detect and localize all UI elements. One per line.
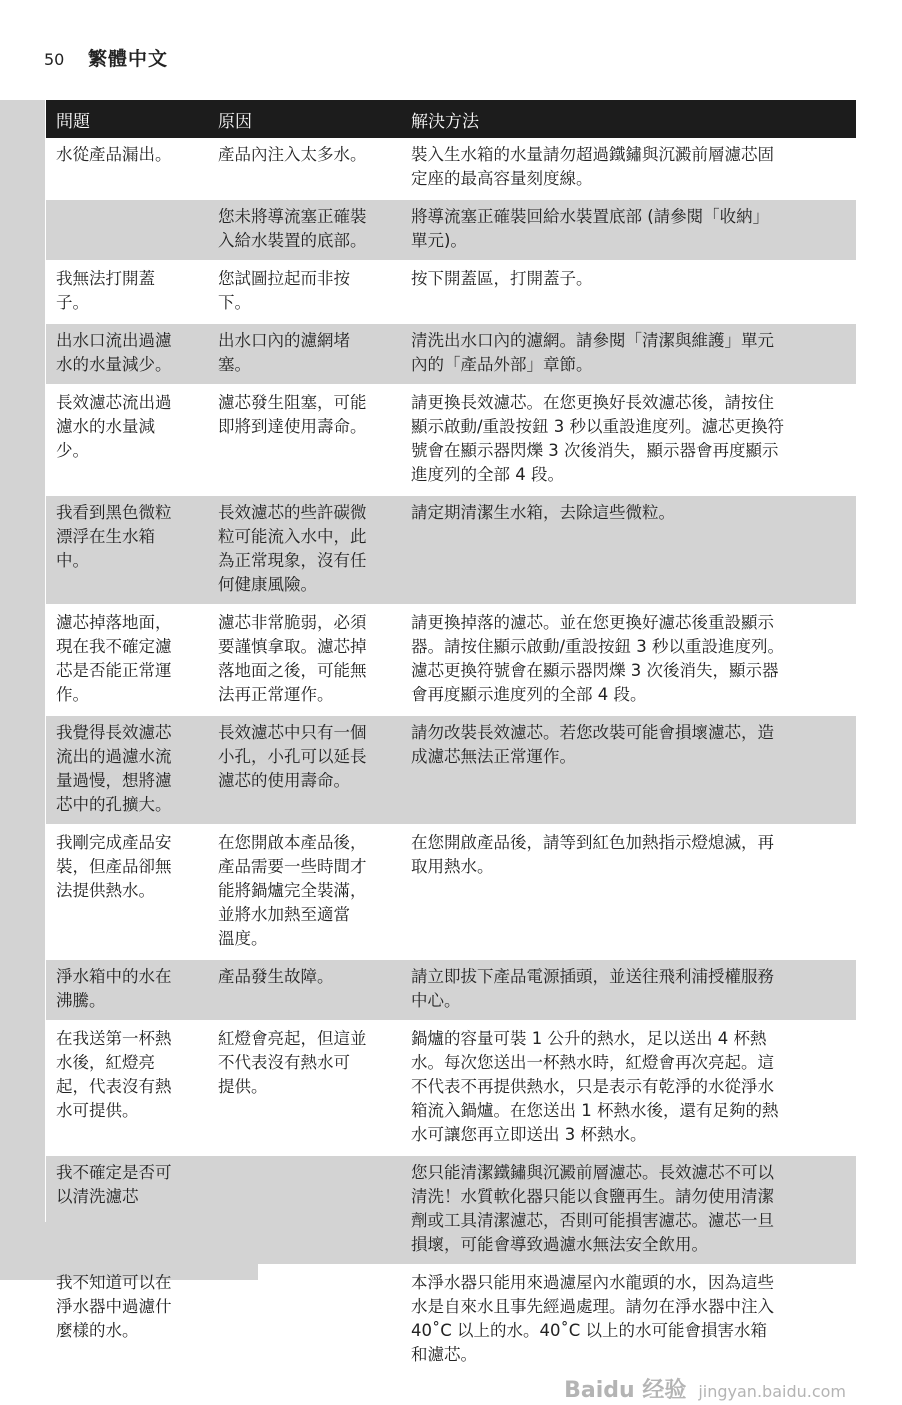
page-number: 50 bbox=[44, 50, 65, 69]
cell-cause: 長效濾芯的些許碳微 粒可能流入水中，此 為正常現象，沒有任 何健康風險。 bbox=[218, 503, 367, 594]
cell-solution: 您只能清潔鐵鏽與沉澱前層濾芯。長效濾芯不可以 清洗！水質軟化器只能以食鹽再生。請勿使用清潔 劑或工具清潔濾芯，否則可能損害濾芯。濾芯一旦 損壞，可能會導致過濾水無法安全飲用。 bbox=[411, 1163, 774, 1254]
table-row bbox=[46, 716, 856, 824]
table-body bbox=[46, 138, 856, 1374]
table-row bbox=[46, 200, 856, 260]
table-row bbox=[46, 324, 856, 384]
cell-problem: 出水口流出過濾 水的水量減少。 bbox=[56, 331, 172, 374]
cell-cause: 產品發生故障。 bbox=[218, 967, 334, 986]
cell-cause: 在您開啟本產品後， 產品需要一些時間才 能將鍋爐完全裝滿， 並將水加熱至適當 溫度。 bbox=[218, 833, 367, 948]
cell-solution: 請立即拔下產品電源插頭，並送往飛利浦授權服務 中心。 bbox=[411, 967, 774, 1010]
header-solution: 解決方法 bbox=[411, 111, 479, 132]
cell-cause: 紅燈會亮起，但這並 不代表沒有熱水可 提供。 bbox=[218, 1029, 367, 1096]
cell-problem bbox=[46, 205, 208, 253]
cell-problem: 我無法打開蓋 子。 bbox=[56, 269, 155, 312]
cell-problem: 我不知道可以在 淨水器中過濾什 麼樣的水。 bbox=[56, 1273, 172, 1340]
cell-cause bbox=[208, 1161, 401, 1257]
table-header bbox=[46, 100, 856, 138]
cell-solution: 鍋爐的容量可裝 1 公升的熱水，足以送出 4 杯熱 水。每次您送出一杯熱水時，紅燈會再次亮起。這 不代表不再提供熱水，只是表示有乾淨的水從淨水 箱流入鍋爐。在您送出 1 杯熱水後，還有足夠的熱 水可讓您再立即送出 3 杯熱水。 bbox=[411, 1029, 779, 1144]
cell-problem: 濾芯掉落地面， 現在我不確定濾 芯是否能正常運 作。 bbox=[56, 613, 172, 704]
cell-solution: 裝入生水箱的水量請勿超過鐵鏽與沉澱前層濾芯固 定座的最高容量刻度線。 bbox=[411, 145, 774, 188]
cell-cause: 您試圖拉起而非按 下。 bbox=[218, 269, 350, 312]
cell-problem: 長效濾芯流出過 濾水的水量減 少。 bbox=[56, 393, 172, 460]
cell-solution: 在您開啟產品後，請等到紅色加熱指示燈熄滅，再 取用熱水。 bbox=[411, 833, 774, 876]
cell-solution: 將導流塞正確裝回給水裝置底部 (請參閱「收納」 單元)。 bbox=[411, 207, 770, 250]
page-language-heading: 繁體中文 bbox=[88, 48, 169, 70]
cell-problem: 在我送第一杯熱 水後，紅燈亮 起，代表沒有熱 水可提供。 bbox=[56, 1029, 172, 1120]
cell-cause bbox=[208, 1271, 401, 1367]
table-row bbox=[46, 606, 856, 714]
cell-problem: 我覺得長效濾芯 流出的過濾水流 量過慢，想將濾 芯中的孔擴大。 bbox=[56, 723, 172, 814]
table-row bbox=[46, 1156, 856, 1264]
header-problem: 問題 bbox=[56, 111, 90, 132]
cell-problem: 我剛完成產品安 裝，但產品卻無 法提供熱水。 bbox=[56, 833, 172, 900]
cell-solution: 請勿改裝長效濾芯。若您改裝可能會損壞濾芯，造 成濾芯無法正常運作。 bbox=[411, 723, 774, 766]
table-row bbox=[46, 386, 856, 494]
watermark bbox=[46, 1378, 856, 1405]
left-margin-strip bbox=[0, 100, 45, 1280]
cell-solution: 請定期清潔生水箱，去除這些微粒。 bbox=[411, 503, 675, 522]
cell-problem: 我不確定是否可 以清洗濾芯 bbox=[56, 1163, 172, 1206]
watermark-url: jingyan.baidu.com bbox=[698, 1382, 846, 1401]
cell-cause: 濾芯發生阻塞，可能 即將到達使用壽命。 bbox=[218, 393, 367, 436]
cell-cause: 您未將導流塞正確裝 入給水裝置的底部。 bbox=[218, 207, 367, 250]
table-row bbox=[46, 262, 856, 322]
cell-problem: 水從產品漏出。 bbox=[56, 145, 172, 164]
cell-solution: 本淨水器只能用來過濾屋內水龍頭的水，因為這些 水是自來水且事先經過處理。請勿在淨水器中注入 40˚C 以上的水。40˚C 以上的水可能會損害水箱 和濾芯。 bbox=[411, 1273, 774, 1364]
cell-problem: 淨水箱中的水在 沸騰。 bbox=[56, 967, 172, 1010]
cell-cause: 長效濾芯中只有一個 小孔，小孔可以延長 濾芯的使用壽命。 bbox=[218, 723, 367, 790]
cell-cause: 濾芯非常脆弱，必須 要謹慎拿取。濾芯掉 落地面之後，可能無 法再正常運作。 bbox=[218, 613, 367, 704]
cell-cause: 產品內注入太多水。 bbox=[218, 145, 367, 164]
table-row bbox=[46, 138, 856, 198]
table-row bbox=[46, 960, 856, 1020]
table-row bbox=[46, 496, 856, 604]
cell-solution: 按下開蓋區，打開蓋子。 bbox=[411, 269, 593, 288]
watermark-brand: Baidu 经验 bbox=[564, 1378, 687, 1403]
cell-solution: 清洗出水口內的濾網。請參閱「清潔與維護」單元 內的「產品外部」章節。 bbox=[411, 331, 774, 374]
header-cause: 原因 bbox=[218, 111, 252, 132]
table-row bbox=[46, 1022, 856, 1154]
cell-solution: 請更換長效濾芯。在您更換好長效濾芯後，請按住 顯示啟動/重設按鈕 3 秒以重設進度列。濾芯更換符 號會在顯示器閃爍 3 次後消失，顯示器會再度顯示 進度列的全部 4 段。 bbox=[411, 393, 785, 484]
table-row bbox=[46, 1266, 856, 1374]
table-row bbox=[46, 826, 856, 958]
cell-cause: 出水口內的濾網堵 塞。 bbox=[218, 331, 350, 374]
troubleshooting-table bbox=[46, 100, 856, 1405]
cell-solution: 請更換掉落的濾芯。並在您更換好濾芯後重設顯示 器。請按住顯示啟動/重設按鈕 3 秒以重設進度列。 濾芯更換符號會在顯示器閃爍 3 次後消失，顯示器 會再度顯示進度列的全部 4 段。 bbox=[411, 613, 785, 704]
cell-problem: 我看到黑色微粒 漂浮在生水箱 中。 bbox=[56, 503, 172, 570]
